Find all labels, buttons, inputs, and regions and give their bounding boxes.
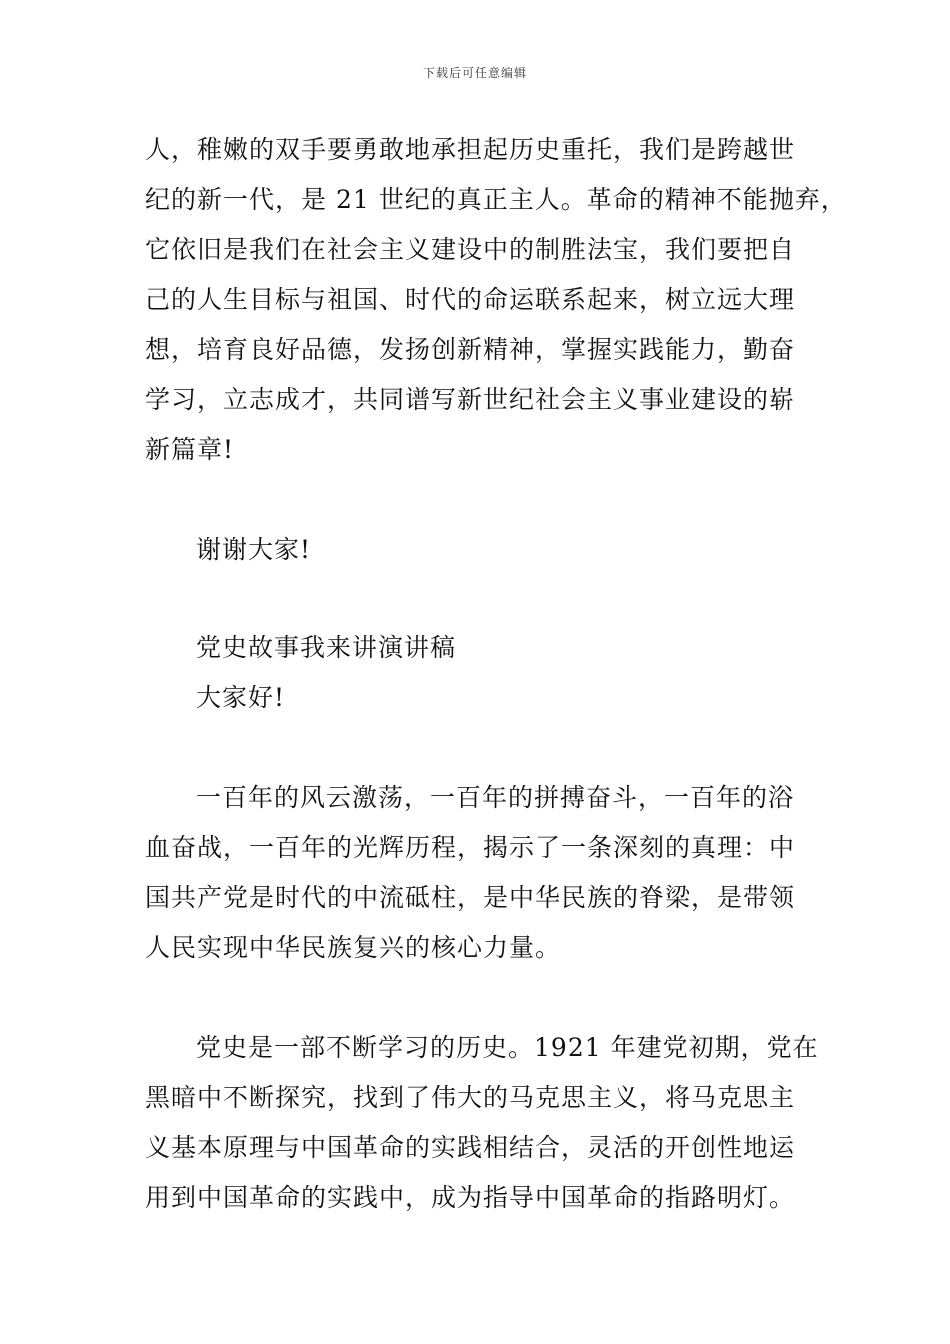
paragraph-line: 它依旧是我们在社会主义建设中的制胜法宝，我们要把自 <box>145 235 796 264</box>
paragraph-line: 想，培育良好品德，发扬创新精神，掌握实践能力，勤奋 <box>145 335 796 364</box>
page-header-note: 下载后可任意编辑 <box>422 66 527 80</box>
closing-line: 谢谢大家! <box>196 535 312 564</box>
paragraph-line: 用到中国革命的实践中，成为指导中国革命的指路明灯。 <box>145 1183 796 1212</box>
paragraph-line: 新篇章! <box>145 435 235 464</box>
paragraph-line: 己的人生目标与祖国、时代的命运联系起来，树立远大理 <box>145 285 796 314</box>
paragraph-line: 人民实现中华民族复兴的核心力量。 <box>145 933 562 962</box>
paragraph-line: 黑暗中不断探究，找到了伟大的马克思主义，将马克思主 <box>145 1083 796 1112</box>
paragraph-line: 党史是一部不断学习的历史。1921 年建党初期，党在 <box>196 1033 819 1062</box>
paragraph-line: 义基本原理与中国革命的实践相结合，灵活的开创性地运 <box>145 1133 796 1162</box>
paragraph-line: 一百年的风云激荡，一百年的拼搏奋斗，一百年的浴 <box>196 783 795 812</box>
paragraph-line: 国共产党是时代的中流砥柱，是中华民族的脊梁，是带领 <box>145 883 796 912</box>
paragraph-line: 纪的新一代，是 21 世纪的真正主人。革命的精神不能抛弃， <box>145 185 847 214</box>
paragraph-line: 学习，立志成才，共同谱写新世纪社会主义事业建设的崭 <box>145 385 796 414</box>
paragraph-line: 人，稚嫩的双手要勇敢地承担起历史重托，我们是跨越世 <box>145 135 796 164</box>
paragraph-line: 血奋战，一百年的光辉历程，揭示了一条深刻的真理：中 <box>145 833 796 862</box>
greeting-line: 大家好! <box>196 683 286 712</box>
speech-title: 党史故事我来讲演讲稿 <box>196 633 457 662</box>
